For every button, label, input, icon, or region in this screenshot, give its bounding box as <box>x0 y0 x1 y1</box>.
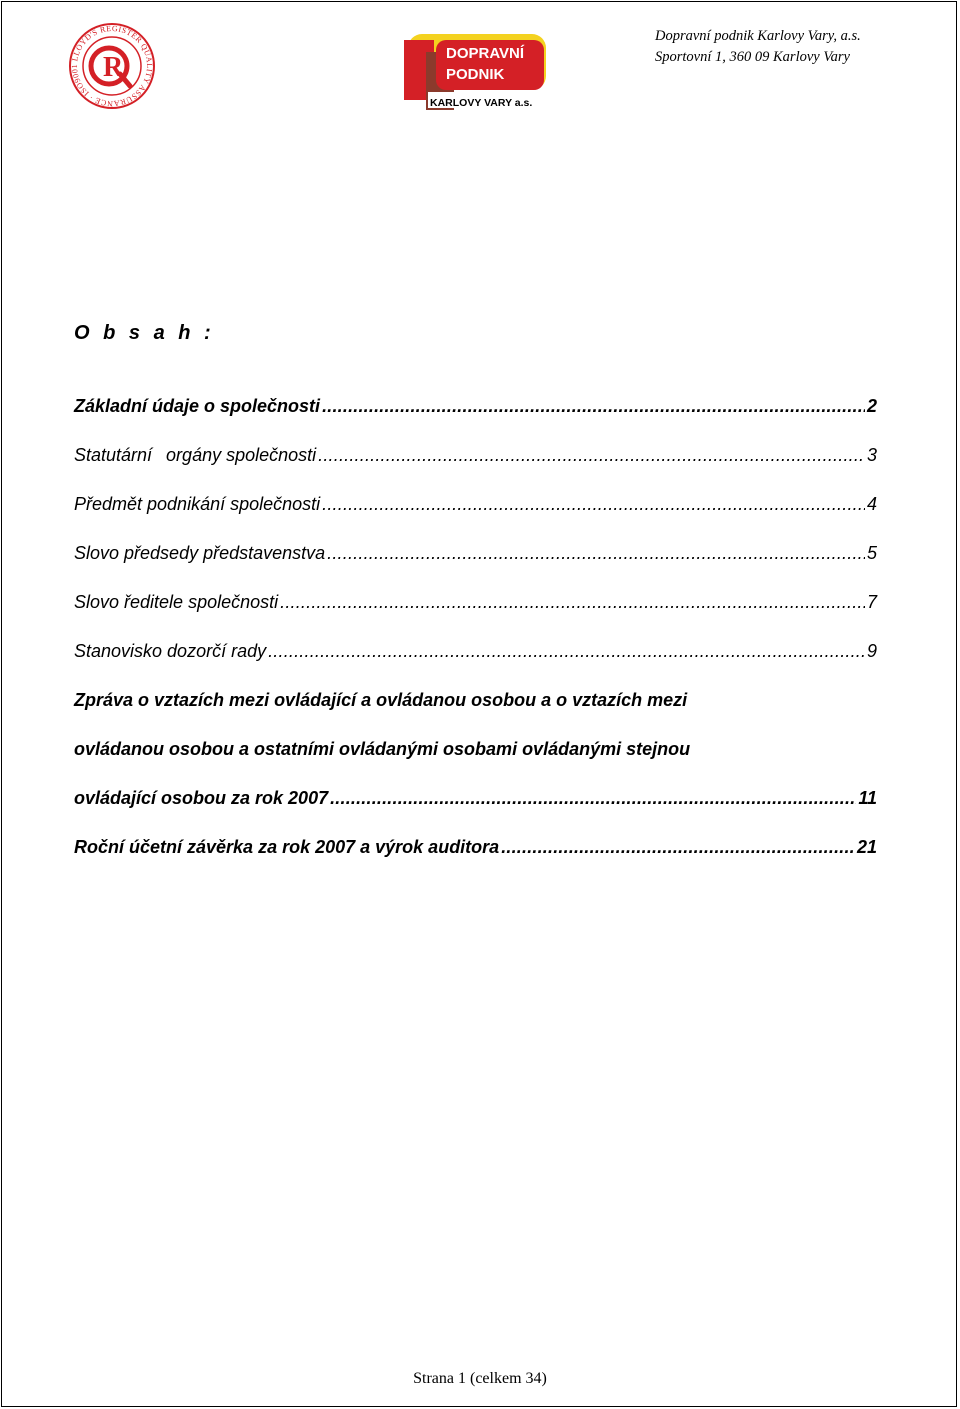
toc-entry-page: 2 <box>866 396 877 416</box>
toc-entry-relations-report[interactable] <box>74 690 877 837</box>
toc-entry-title: Předmět podnikání společnosti <box>74 494 321 514</box>
dopravni-podnik-logo-icon <box>402 32 550 110</box>
toc-entry-page: 21 <box>856 837 877 857</box>
toc-leader-dots <box>330 788 856 809</box>
lloyds-quality-seal-icon <box>68 22 156 110</box>
toc-entry-title-part-1: Statutární <box>74 445 153 465</box>
toc-leader-dots <box>322 494 865 515</box>
toc-leader-dots <box>268 641 865 662</box>
toc-entry-page: 4 <box>866 494 877 514</box>
svg-text:DOPRAVNÍ: DOPRAVNÍ <box>446 45 525 62</box>
svg-text:KARLOVY VARY a.s.: KARLOVY VARY a.s. <box>430 97 533 109</box>
toc-entry-title-line-3: ovládající osobou za rok 2007 <box>74 788 329 808</box>
toc-leader-dots <box>280 592 865 613</box>
toc-entry-title: Slovo předsedy představenstva <box>74 543 326 563</box>
toc-entry-title: Stanovisko dozorčí rady <box>74 641 267 661</box>
page-footer: Strana 1 (celkem 34) <box>413 1370 547 1387</box>
toc-entry-supervisory-board[interactable] <box>74 641 877 690</box>
toc-entry-title: Roční účetní závěrka za rok 2007 a výrok auditora <box>74 837 500 857</box>
toc-entry-title-part-2: orgány společnosti <box>166 445 317 465</box>
toc-entry-basic-info[interactable] <box>74 396 877 445</box>
toc-entry-last-line <box>74 788 877 837</box>
toc-title: O b s a h : <box>74 322 215 344</box>
toc-leader-dots <box>327 543 865 564</box>
address-line-2: Sportovní 1, 360 09 Karlovy Vary <box>655 49 850 65</box>
toc-entry-title-line-2: ovládanou osobou a ostatními ovládanými osobami ovládanými stejnou <box>74 739 691 759</box>
svg-text:PODNIK: PODNIK <box>446 66 505 83</box>
toc-entry-chairman-word[interactable] <box>74 543 877 592</box>
toc-leader-dots <box>318 445 865 466</box>
address-line-1: Dopravní podnik Karlovy Vary, a.s. <box>655 28 861 44</box>
svg-text:LLOYD'S REGISTER QUALITY ASSUR: LLOYD'S REGISTER QUALITY ASSURANCE · ISO9001 <box>69 23 155 109</box>
toc-entry-annual-financial-statements[interactable] <box>74 837 877 886</box>
toc-leader-dots <box>322 396 865 417</box>
toc-leader-dots <box>501 837 855 858</box>
toc-entry-page: 3 <box>866 445 877 465</box>
toc-entry-page: 11 <box>858 788 877 808</box>
toc-entry-title <box>74 445 316 466</box>
toc-entry-page: 7 <box>866 592 877 612</box>
toc-entry-title: Slovo ředitele společnosti <box>74 592 279 612</box>
document-page <box>1 1 957 1407</box>
table-of-contents <box>74 396 877 886</box>
svg-text:R: R <box>103 52 124 83</box>
toc-entry-title-line-1: Zpráva o vztazích mezi ovládající a ovládanou osobou a o vztazích mezi <box>74 690 688 710</box>
toc-entry-page: 9 <box>866 641 877 661</box>
toc-entry-title: Základní údaje o společnosti <box>74 396 321 416</box>
toc-entry-director-word[interactable] <box>74 592 877 641</box>
toc-entry-statutory-bodies[interactable] <box>74 445 877 494</box>
toc-entry-page: 5 <box>866 543 877 563</box>
toc-entry-business-subject[interactable] <box>74 494 877 543</box>
company-address <box>655 26 861 68</box>
